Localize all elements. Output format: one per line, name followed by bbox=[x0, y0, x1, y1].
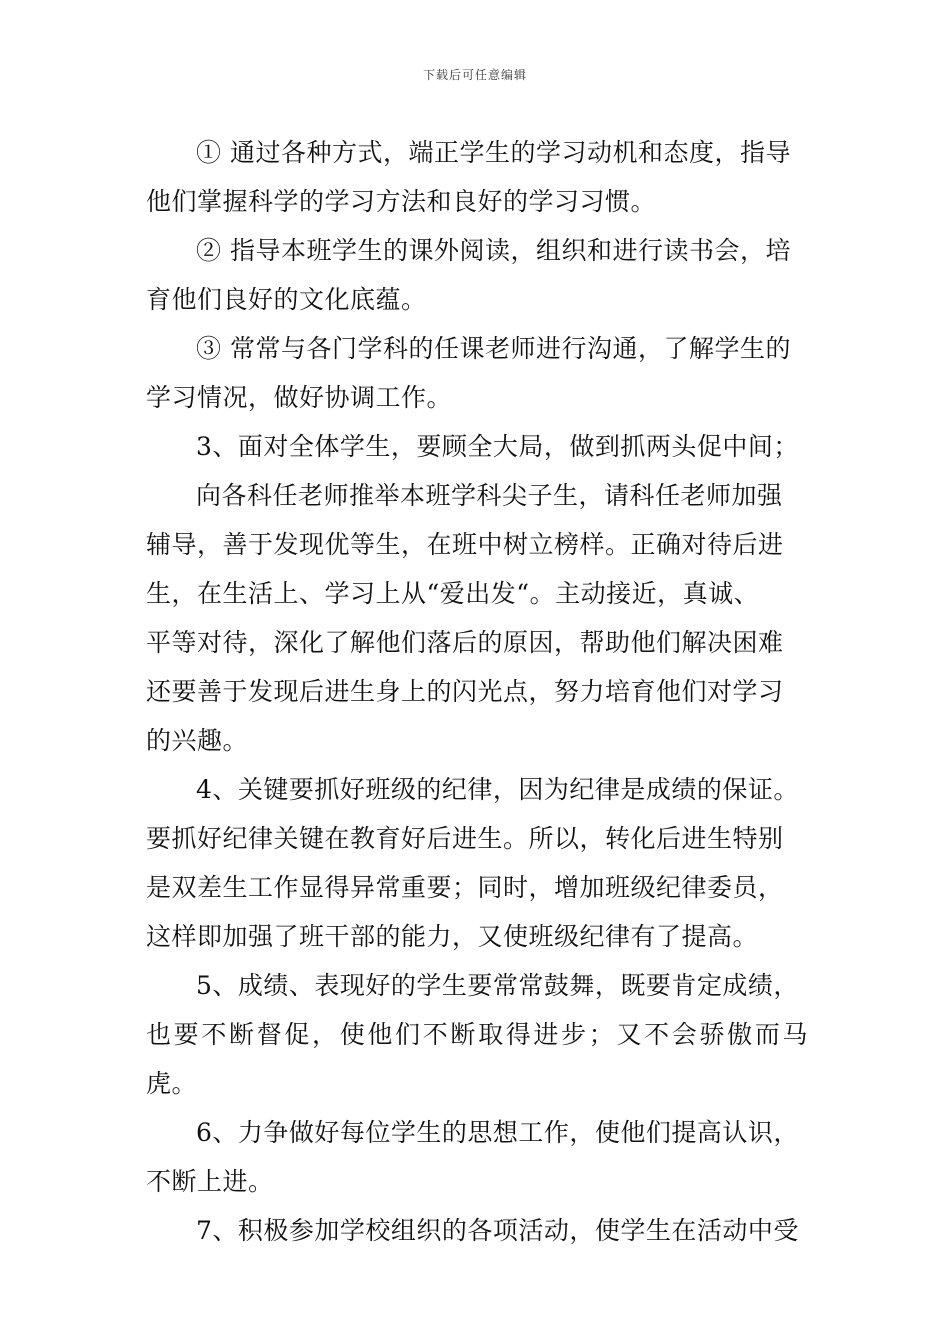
paragraph-2 bbox=[146, 226, 808, 324]
paragraph-line: 不断上进。 bbox=[146, 1167, 274, 1196]
paragraph-6 bbox=[146, 765, 808, 961]
paragraph-line: ① 通过各种方式，端正学生的学习动机和态度，指导 bbox=[196, 138, 791, 167]
paragraph-8 bbox=[146, 1108, 808, 1206]
paragraph-line: 平等对待，深化了解他们落后的原因，帮助他们解决困难 bbox=[146, 628, 784, 657]
paragraph-line: 他们掌握科学的学习方法和良好的学习习惯。 bbox=[146, 187, 657, 216]
paragraph-line: 学习情况，做好协调工作。 bbox=[146, 383, 453, 412]
paragraph-line: 4、关键要抓好班级的纪律，因为纪律是成绩的保证。 bbox=[196, 775, 799, 804]
paragraph-line: 育他们良好的文化底蕴。 bbox=[146, 285, 427, 314]
paragraph-line: 这样即加强了班干部的能力，又使班级纪律有了提高。 bbox=[146, 922, 759, 951]
paragraph-9 bbox=[146, 1206, 808, 1255]
paragraph-5 bbox=[146, 471, 808, 765]
paragraph-line: 也要不断督促，使他们不断取得进步；又不会骄傲而马虎。 bbox=[146, 1020, 808, 1098]
paragraph-line: 6、力争做好每位学生的思想工作，使他们提高认识， bbox=[196, 1118, 799, 1147]
paragraph-line: 是双差生工作显得异常重要；同时，增加班级纪律委员， bbox=[146, 873, 784, 902]
paragraph-line: 辅导，善于发现优等生，在班中树立榜样。正确对待后进 bbox=[146, 530, 784, 559]
paragraph-line: 还要善于发现后进生身上的闪光点，努力培育他们对学习 bbox=[146, 677, 784, 706]
paragraph-line: 3、面对全体学生，要顾全大局，做到抓两头促中间； bbox=[196, 432, 799, 461]
paragraph-line: 7、积极参加学校组织的各项活动，使学生在活动中受 bbox=[196, 1216, 799, 1245]
paragraph-4 bbox=[146, 422, 808, 471]
paragraph-line: 的兴趣。 bbox=[146, 726, 249, 755]
paragraph-line: 向各科任老师推举本班学科尖子生，请科任老师加强 bbox=[196, 481, 783, 510]
paragraph-7 bbox=[146, 961, 808, 1108]
paragraph-3 bbox=[146, 324, 808, 422]
paragraph-line: 生，在生活上、学习上从“爱出发“。主动接近，真诚、 bbox=[146, 579, 760, 608]
paragraph-line: 5、成绩、表现好的学生要常常鼓舞，既要肯定成绩， bbox=[196, 971, 799, 1000]
paragraph-1 bbox=[146, 128, 808, 226]
paragraph-line: ② 指导本班学生的课外阅读，组织和进行读书会，培 bbox=[196, 236, 791, 265]
page-header: 下载后可任意编辑 bbox=[422, 68, 527, 82]
paragraph-line: ③ 常常与各门学科的任课老师进行沟通，了解学生的 bbox=[196, 334, 791, 363]
paragraph-line: 要抓好纪律关键在教育好后进生。所以，转化后进生特别 bbox=[146, 824, 784, 853]
document-body bbox=[146, 128, 808, 1255]
